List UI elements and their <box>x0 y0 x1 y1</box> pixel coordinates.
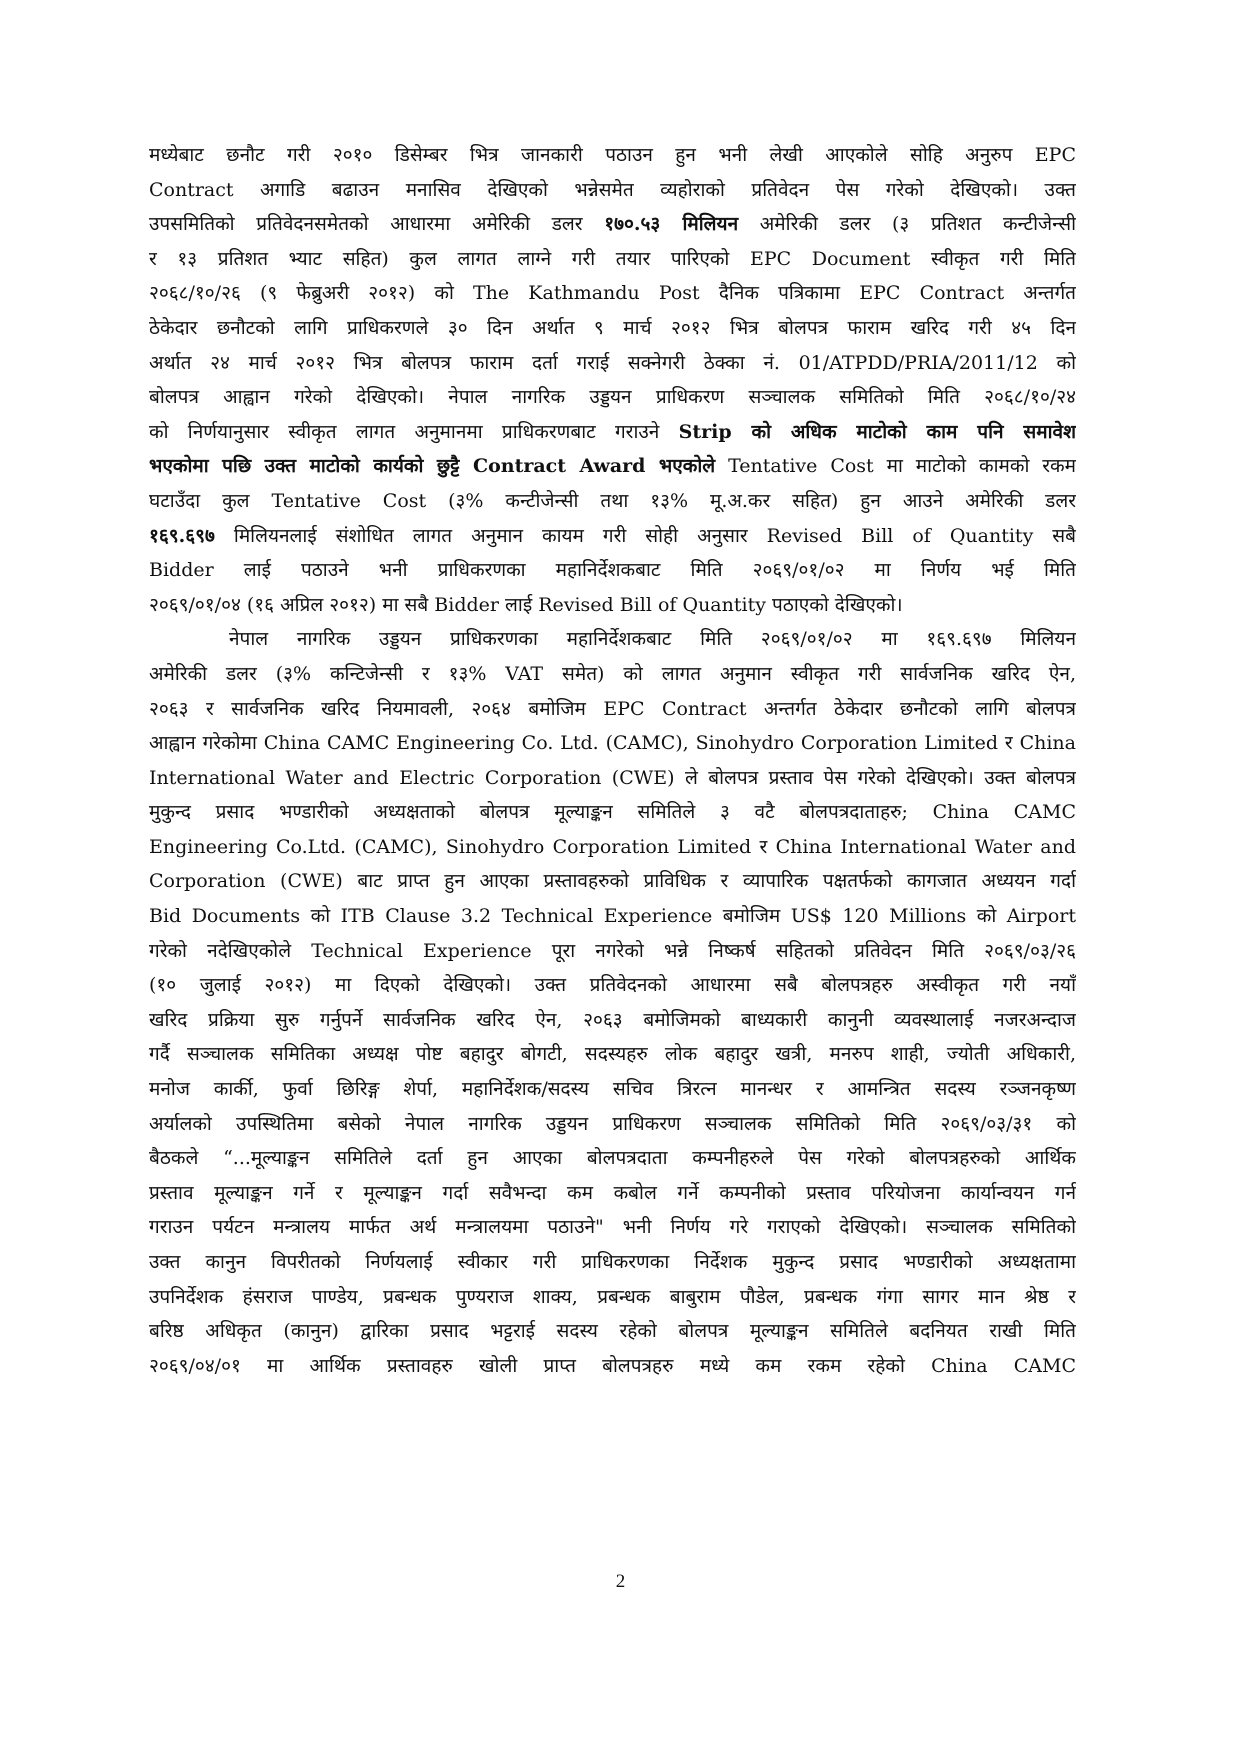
text-line <box>149 1072 1076 1107</box>
text-segment: २०६९/०४/०१ मा आर्थिक प्रस्तावहरु खोली प्राप्त बोलपत्रहरु मध्ये कम रकम रहेको China CAMC <box>149 1354 1076 1377</box>
text-segment: मनोज कार्की, फुर्वा छिरिङ्ग शेर्पा, महानिर्देशक/सदस्य सचिव त्रिरत्न मानन्धर र आमन्त्रित सदस्य रञ्जनकृष्ण <box>149 1078 1076 1101</box>
paragraph-2 <box>149 622 1076 1383</box>
text-segment: Engineering Co.Ltd. (CAMC), Sinohydro Corporation Limited र China International Water and <box>149 835 1076 858</box>
text-segment: बरिष्ठ अधिकृत (कानुन) द्वारिका प्रसाद भट्टराई सदस्य रहेको बोलपत्र मूल्याङ्कन समितिले बदनियत राखी मिति <box>149 1320 1076 1343</box>
text-line <box>149 380 1076 415</box>
text-segment: र १३ प्रतिशत भ्याट सहित) कुल लागत लाग्ने गरी तयार पारिएको EPC Document स्वीकृत गरी मिति <box>149 247 1076 270</box>
text-line <box>149 519 1076 554</box>
text-segment: गरेको नदेखिएकोले Technical Experience पूरा नगरेको भन्ने निष्कर्ष सहितको प्रतिवेदन मिति २०६९/०३/२६ <box>149 939 1076 962</box>
text-line <box>149 276 1076 311</box>
text-line <box>149 1280 1076 1315</box>
text-line <box>149 657 1076 692</box>
text-segment: बोलपत्र आह्वान गरेको देखिएको। नेपाल नागरिक उड्डयन प्राधिकरण सञ्चालक समितिको मिति २०६८/१०/२४ <box>149 386 1076 409</box>
text-segment: उपनिर्देशक हंसराज पाण्डेय, प्रबन्धक पुण्यराज शाक्य, प्रबन्धक बाबुराम पौडेल, प्रबन्धक गंगा सागर मान श्रेष्ठ र <box>149 1285 1076 1308</box>
text-segment: नेपाल नागरिक उड्डयन प्राधिकरणका महानिर्देशकबाट मिति २०६९/०१/०२ मा १६९.६९७ मिलियन <box>229 628 1076 651</box>
text-segment: (१० जुलाई २०१२) मा दिएको देखिएको। उक्त प्रतिवेदनको आधारमा सबै बोलपत्रहरु अस्वीकृत गरी नयाँ <box>149 974 1076 997</box>
text-segment: ठेकेदार छनौटको लागि प्राधिकरणले ३० दिन अर्थात ९ मार्च २०१२ भित्र बोलपत्र फाराम खरिद गरी ४५ दिन <box>149 316 1076 339</box>
text-line <box>149 138 1076 173</box>
text-line <box>149 726 1076 761</box>
text-line <box>149 553 1076 588</box>
text-line <box>149 934 1076 969</box>
text-line <box>149 415 1076 450</box>
text-segment: अर्यालको उपस्थितिमा बसेको नेपाल नागरिक उड्डयन प्राधिकरण सञ्चालक समितिको मिति २०६९/०३/३१ को <box>149 1112 1076 1135</box>
text-line <box>149 1107 1076 1142</box>
text-line <box>149 692 1076 727</box>
text-segment: Bidder लाई पठाउने भनी प्राधिकरणका महानिर्देशकबाट मिति २०६९/०१/०२ मा निर्णय भई मिति <box>149 559 1076 582</box>
text-segment: २०६३ र सार्वजनिक खरिद नियमावली, २०६४ बमोजिम EPC Contract अन्तर्गत ठेकेदार छनौटको लागि बोलपत्र <box>149 697 1076 720</box>
text-segment: Bid Documents को ITB Clause 3.2 Technical Experience बमोजिम US$ 120 Millions को Airport <box>149 905 1076 928</box>
text-line <box>149 899 1076 934</box>
text-segment: खरिद प्रक्रिया सुरु गर्नुपर्ने सार्वजनिक खरिद ऐन, २०६३ बमोजिमको बाध्यकारी कानुनी व्यवस्थालाई नजरअन्दाज <box>149 1008 1076 1031</box>
text-line <box>149 968 1076 1003</box>
text-segment: अमेरिकी डलर (३ प्रतिशत कन्टीजेन्सी <box>738 213 1076 236</box>
text-line <box>149 1037 1076 1072</box>
text-segment: Tentative Cost मा माटोको कामको रकम <box>715 455 1076 478</box>
text-line <box>149 1176 1076 1211</box>
document-page <box>149 138 1076 1383</box>
text-line <box>149 242 1076 277</box>
text-line <box>149 1314 1076 1349</box>
text-segment: प्रस्ताव मूल्याङ्कन गर्ने र मूल्याङ्कन गर्दा सवैभन्दा कम कबोल गर्ने कम्पनीको प्रस्ताव परियोजना कार्यान्वयन गर्न <box>149 1181 1076 1204</box>
text-segment: गर्दै सञ्चालक समितिका अध्यक्ष पोष्ट बहादुर बोगटी, सदस्यहरु लोक बहादुर खत्री, मनरुप शाही, ज्योती अधिकारी, <box>149 1043 1076 1066</box>
paragraph-1 <box>149 138 1076 622</box>
page-number: 2 <box>615 1571 626 1592</box>
text-segment: मध्येबाट छनौट गरी २०१० डिसेम्बर भित्र जानकारी पठाउन हुन भनी लेखी आएकोले सोहि अनुरुप EPC <box>149 144 1076 166</box>
text-segment: २०६९/०१/०४ (१६ अप्रिल २०१२) मा सबै Bidder लाई Revised Bill of Quantity पठाएको देखिएको। <box>149 593 903 616</box>
bold-text-segment: १६९.६९७ <box>149 524 215 547</box>
text-segment: उक्त कानुन विपरीतको निर्णयलाई स्वीकार गरी प्राधिकरणका निर्देशक मुकुन्द प्रसाद भण्डारीको अध्यक्षतामा <box>149 1251 1076 1273</box>
text-line <box>149 588 1076 623</box>
text-line <box>149 484 1076 519</box>
text-segment: २०६८/१०/२६ (९ फेब्रुअरी २०१२) को The Kathmandu Post दैनिक पत्रिकामा EPC Contract अन्तर्गत <box>149 282 1076 305</box>
text-segment: Corporation (CWE) बाट प्राप्त हुन आएका प्रस्तावहरुको प्राविधिक र व्यापारिक पक्षतर्फको कागजात अध्ययन गर्दा <box>149 870 1076 893</box>
text-line <box>149 173 1076 208</box>
text-line <box>149 1245 1076 1280</box>
text-line <box>149 864 1076 899</box>
text-line <box>149 622 1076 657</box>
bold-text-segment: Strip को अधिक माटोको काम पनि समावेश <box>678 420 1076 443</box>
text-line <box>149 761 1076 796</box>
text-segment: मुकुन्द प्रसाद भण्डारीको अध्यक्षताको बोलपत्र मूल्याङ्कन समितिले ३ वटै बोलपत्रदाताहरु; China CAMC <box>149 801 1076 824</box>
text-line <box>149 346 1076 381</box>
text-segment: आह्वान गरेकोमा China CAMC Engineering Co. Ltd. (CAMC), Sinohydro Corporation Limited र China <box>149 732 1076 755</box>
text-line <box>149 449 1076 484</box>
text-segment: बैठकले “...मूल्याङ्कन समितिले दर्ता हुन आएका बोलपत्रदाता कम्पनीहरुले पेस गरेको बोलपत्रहरुको आर्थिक <box>149 1147 1076 1170</box>
text-segment: International Water and Electric Corporation (CWE) ले बोलपत्र प्रस्ताव पेस गरेको देखिएको। उक्त बोलपत्र <box>149 766 1076 789</box>
text-segment: अर्थात २४ मार्च २०१२ भित्र बोलपत्र फाराम दर्ता गराई सक्नेगरी ठेक्का नं. 01/ATPDD/PRIA/2011/12 को <box>149 351 1076 374</box>
text-segment: Contract अगाडि बढाउन मनासिव देखिएको भन्नेसमेत व्यहोराको प्रतिवेदन पेस गरेको देखिएको। उक्त <box>149 178 1076 201</box>
text-segment: गराउन पर्यटन मन्त्रालय मार्फत अर्थ मन्त्रालयमा पठाउने" भनी निर्णय गरे गराएको देखिएको। सञ्चालक समितिको <box>149 1216 1076 1239</box>
text-segment: को निर्णयानुसार स्वीकृत लागत अनुमानमा प्राधिकरणबाट गराउने <box>149 420 679 443</box>
text-line <box>149 311 1076 346</box>
text-line <box>149 795 1076 830</box>
text-segment: घटाउँदा कुल Tentative Cost (३% कन्टीजेन्सी तथा १३% मू.अ.कर सहित) हुन आउने अमेरिकी डलर <box>149 489 1076 512</box>
text-segment: मिलियनलाई संशोधित लागत अनुमान कायम गरी सोही अनुसार Revised Bill of Quantity सबै <box>214 524 1076 547</box>
bold-text-segment: १७०.५३ मिलियन <box>604 213 739 236</box>
text-line <box>149 207 1076 242</box>
text-line <box>149 1349 1076 1384</box>
text-segment: अमेरिकी डलर (३% कन्टिजेन्सी र १३% VAT समेत) को लागत अनुमान स्वीकृत गरी सार्वजनिक खरिद ऐन, <box>149 662 1076 685</box>
bold-text-segment: भएकोमा पछि उक्त माटोको कार्यको छुट्टै Contract Award भएकोले <box>149 455 716 478</box>
text-line <box>149 1141 1076 1176</box>
text-line <box>149 830 1076 865</box>
text-line <box>149 1210 1076 1245</box>
text-line <box>149 1003 1076 1038</box>
text-segment: उपसमितिको प्रतिवेदनसमेतको आधारमा अमेरिकी डलर <box>149 213 605 236</box>
